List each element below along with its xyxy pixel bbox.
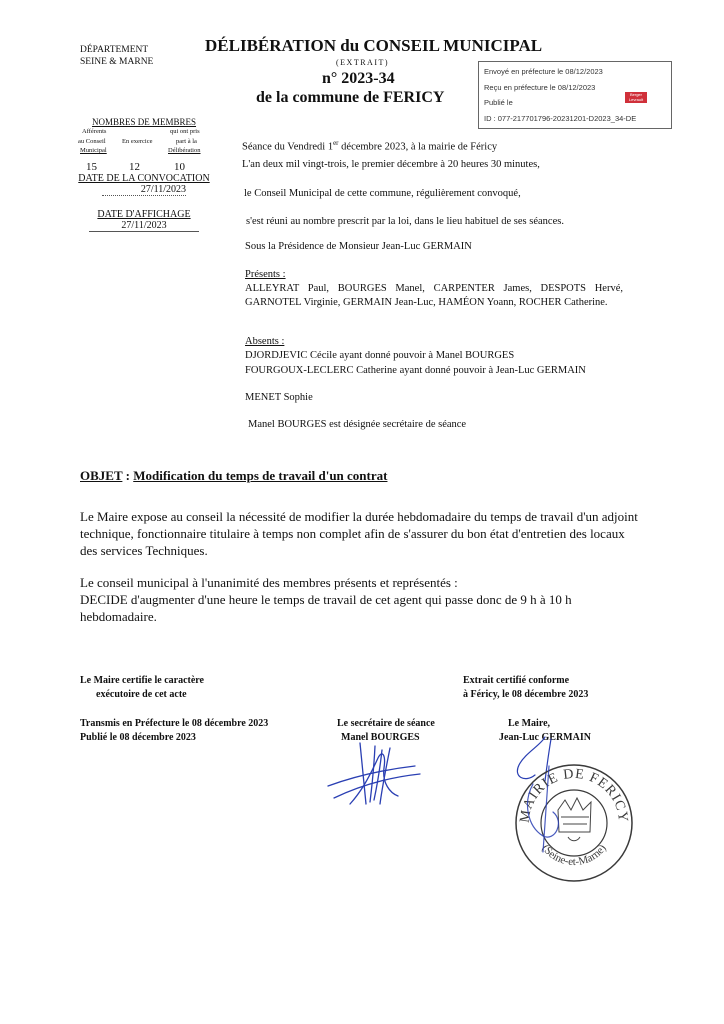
- seance-line-3: le Conseil Municipal de cette commune, régulièrement convoqué,: [244, 188, 521, 199]
- seance-line-4: s'est réuni au nombre prescrit par la loi, dans le lieu habituel de ses séances.: [246, 216, 564, 227]
- absent-2: FOURGOUX-LECLERC Catherine ayant donné pouvoir à Jean-Luc GERMAIN: [245, 365, 586, 376]
- affichage-date: 27/11/2023: [89, 220, 199, 232]
- members-counts: [78, 161, 210, 175]
- stamp-bottom-text: (Seine-et-Marne): [539, 842, 609, 869]
- convocation-date: 27/11/2023: [102, 184, 186, 196]
- convocation-label: DATE DE LA CONVOCATION: [78, 173, 210, 184]
- department-line2: SEINE & MARNE: [80, 57, 154, 67]
- maire-name: Jean-Luc GERMAIN: [499, 732, 591, 743]
- body-paragraph-1: Le Maire expose au conseil la nécessité de modifier la durée hebdomadaire du temps de travail d'un adjoint technique, fonctionnaire titulaire à temps non complet afin de s'assurer du bon état d'entretien des locaux des services Techniques.: [80, 509, 638, 558]
- participants-count: 10: [174, 161, 185, 173]
- presidence-line: Sous la Présidence de Monsieur Jean-Luc GERMAIN: [245, 241, 472, 252]
- body-paragraph-2-line1: Le conseil municipal à l'unanimité des membres présents et représentés :: [80, 575, 458, 590]
- members-block: [78, 117, 210, 232]
- published-label: Publié le: [484, 98, 513, 107]
- members-heading: NOMBRES DE MEMBRES: [91, 117, 197, 127]
- transmis-line: Transmis en Préfecture le 08 décembre 2023: [80, 718, 269, 729]
- act-id: ID : 077-217701796-20231201-D2023_34-DE: [484, 114, 637, 123]
- col-afferents-label-3: Municipal: [80, 147, 107, 154]
- col-participants-label: qui ont pris: [170, 128, 200, 135]
- presents-list: ALLEYRAT Paul, BOURGES Manel, CARPENTER James, DESPOTS Hervé, GARNOTEL Virginie, GERMAIN Jean-Luc, HAMÉON Yoann, ROCHER Catherine.: [245, 283, 623, 308]
- col-exercice-label: En exercice: [122, 138, 153, 145]
- col-participants-label-2: part à la: [176, 138, 197, 145]
- body-paragraph-2-line2: DECIDE d'augmenter d'une heure le temps de travail de cet agent qui passe donc de 9 h à 10 h hebdomadaire.: [80, 592, 572, 624]
- objet-sep: :: [122, 468, 134, 483]
- document-title: DÉLIBÉRATION du CONSEIL MUNICIPAL: [205, 36, 543, 55]
- absent-1: DJORDJEVIC Cécile ayant donné pouvoir à Manel BOURGES: [245, 350, 515, 361]
- absents-label: Absents :: [245, 336, 285, 347]
- exercice-count: 12: [129, 161, 140, 173]
- extrait-line2: à Féricy, le 08 décembre 2023: [463, 689, 589, 700]
- svg-text:(Seine-et-Marne): [539, 842, 609, 868]
- seance-line-2: L'an deux mil vingt-trois, le premier décembre à 20 heures 30 minutes,: [242, 159, 540, 170]
- publie-line: Publié le 08 décembre 2023: [80, 732, 196, 743]
- col-afferents-label: Afférents: [82, 128, 107, 135]
- maire-cert-line1: Le Maire certifie le caractère: [80, 675, 204, 686]
- objet-heading: [80, 468, 387, 484]
- maire-title: Le Maire,: [508, 718, 551, 729]
- deliberation-number: n° 2023-34: [322, 70, 395, 87]
- transmission-info: [80, 717, 268, 745]
- seance-line-1: Séance du Vendredi 1er décembre 2023, à la mairie de Féricy: [242, 139, 498, 153]
- department: [80, 44, 153, 68]
- secretaire-title: Le secrétaire de séance: [337, 718, 435, 729]
- extrait-certifie: [463, 674, 588, 702]
- received-date: Reçu en préfecture le 08/12/2023: [484, 83, 596, 92]
- affichage-label: DATE D'AFFICHAGE: [97, 209, 191, 220]
- prefecture-receipt-box: [478, 61, 672, 129]
- secretaire-name: Manel BOURGES: [341, 732, 420, 743]
- col-afferents-label-2: au Conseil: [78, 138, 106, 145]
- commune-name: de la commune de FERICY: [256, 89, 445, 106]
- maire-certification: [80, 674, 204, 702]
- secretaire-handwritten-signature: [320, 738, 430, 808]
- mairie-stamp: [513, 762, 635, 884]
- stamp-top-text: MAIRIE DE FERICY: [517, 766, 631, 824]
- extrait-label: (EXTRAIT): [336, 58, 390, 67]
- afferents-count: 15: [86, 161, 97, 173]
- secretaire-designation: Manel BOURGES est désignée secrétaire de séance: [248, 419, 467, 430]
- maire-cert-line2: exécutoire de cet acte: [96, 689, 187, 700]
- sent-date: Envoyé en préfecture le 08/12/2023: [484, 67, 603, 76]
- berger-levrault-logo: Berger Levrault: [625, 92, 647, 103]
- presents-label: Présents :: [245, 269, 286, 280]
- col-participants-label-3: Délibération: [168, 147, 201, 154]
- svg-text:MAIRIE DE FERICY: [518, 767, 631, 824]
- objet-text: Modification du temps de travail d'un contrat: [133, 468, 388, 483]
- extrait-line1: Extrait certifié conforme: [463, 675, 570, 686]
- absent-3: MENET Sophie: [245, 392, 313, 403]
- objet-label: OBJET: [80, 468, 123, 483]
- members-subheaders: [78, 127, 210, 161]
- department-line1: DÉPARTEMENT: [80, 45, 149, 55]
